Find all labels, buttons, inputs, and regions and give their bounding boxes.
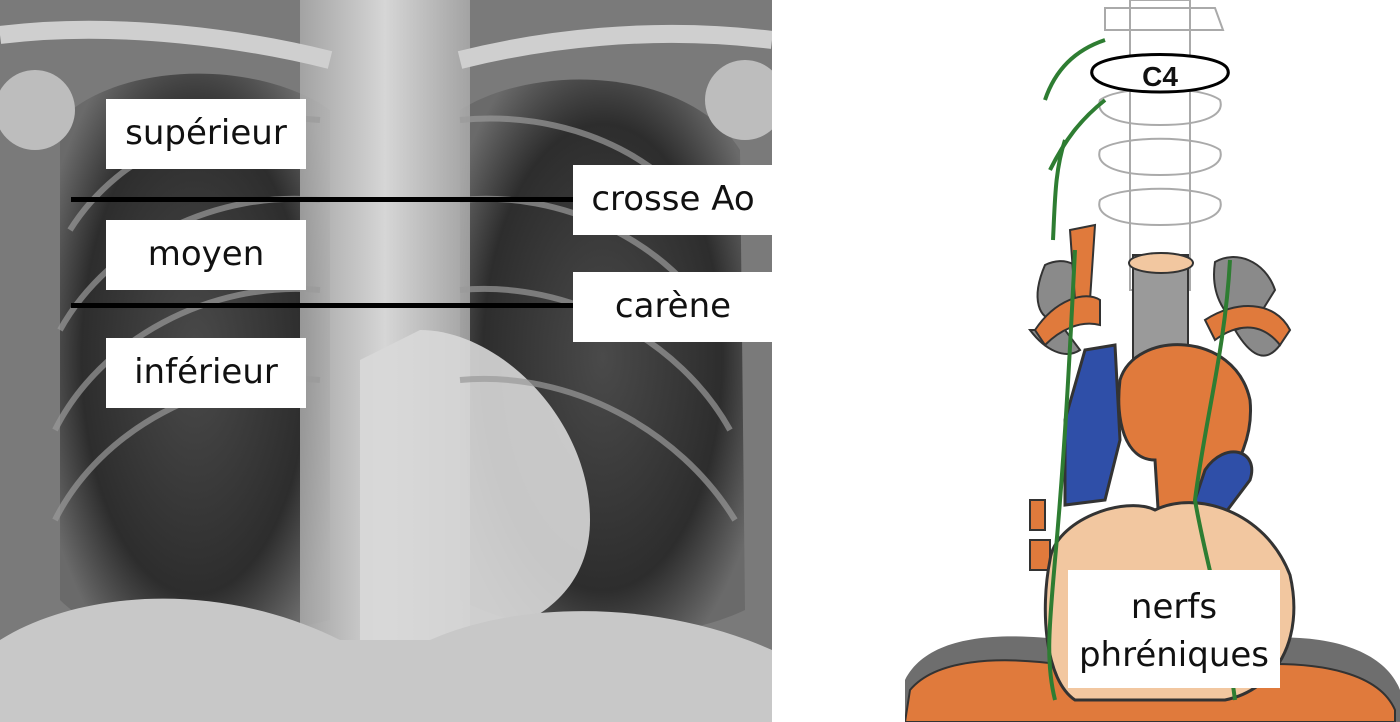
anatomy-illustration xyxy=(905,0,1400,722)
label-inferior: inférieur xyxy=(106,338,306,408)
nerves-label-line1: nerfs xyxy=(1130,587,1218,627)
label-superior: supérieur xyxy=(106,99,306,169)
label-carina: carène xyxy=(573,272,772,342)
middle-inferior-boundary-line xyxy=(71,303,576,308)
phrenic-nerves-diagram xyxy=(905,0,1400,722)
label-middle: moyen xyxy=(106,220,306,290)
superior-vena-cava xyxy=(1065,345,1120,505)
superior-middle-boundary-line xyxy=(71,197,576,202)
label-aortic-arch: crosse Ao xyxy=(573,165,772,235)
nerves-label-line2: phréniques xyxy=(1078,635,1270,675)
vertebra-label: C4 xyxy=(1142,61,1178,92)
